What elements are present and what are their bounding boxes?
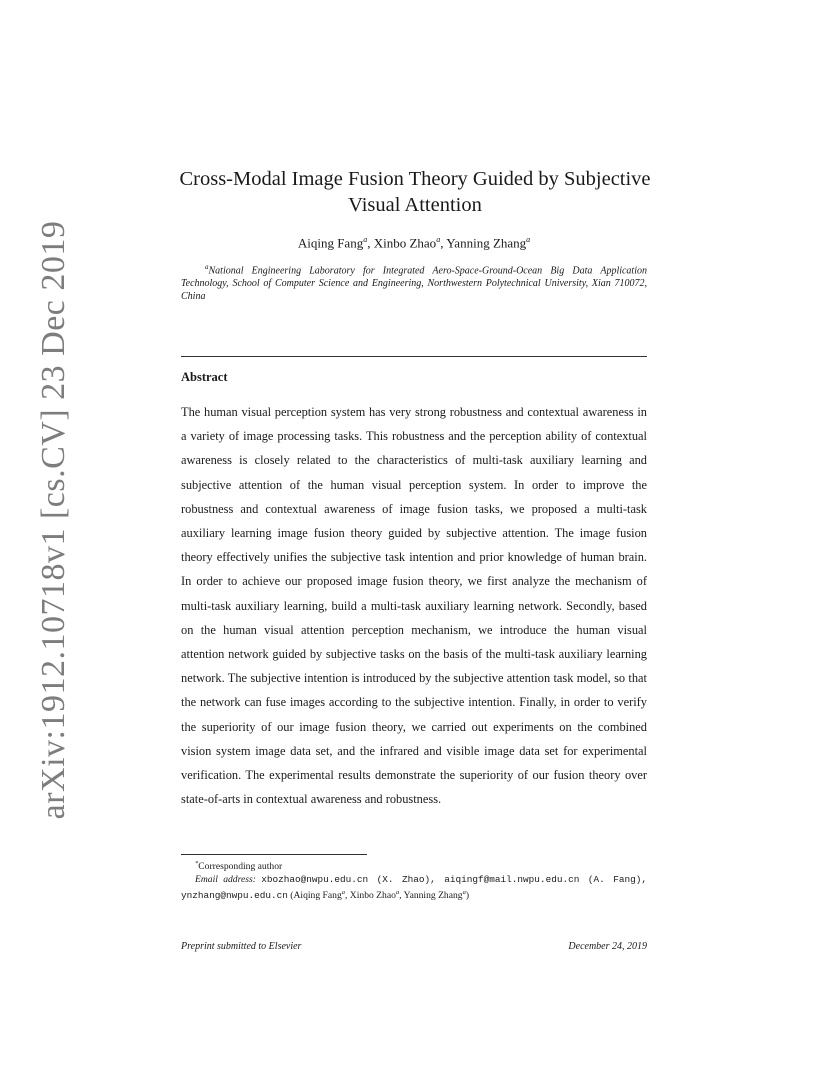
email-link-zhao[interactable]: xbozhao@nwpu.edu.cn [261,874,369,886]
abstract-top-rule [181,356,647,357]
email-owner: (X. Zhao), [368,874,445,886]
email-footnote [181,873,647,902]
email-owner: , Yanning Zhang [399,890,463,902]
footnotes [181,857,647,902]
author-name: Xinbo Zhao [373,235,437,251]
footnote-rule [181,854,367,855]
email-link-fang[interactable]: aiqingf@mail.nwpu.edu.cn [444,874,580,886]
preprint-notice: Preprint submitted to Elsevier [181,941,302,952]
author-separator: , [367,235,374,251]
affiliation-mark: a [341,889,345,897]
email-owner: ) [465,890,470,902]
affiliation-text: National Engineering Laboratory for Integrated Aero-Space-Ground-Ocean Big Data Application Technology, School of Computer Science and Engineering, Northwestern Polytechnical University, Xian 710072, China [181,265,647,303]
preprint-date: December 24, 2019 [568,941,647,952]
author-separator: , [440,235,447,251]
author-name: Yanning Zhang [446,235,527,251]
author-affiliation-mark: a [363,235,368,244]
author-affiliation [181,261,647,303]
email-link-zhang[interactable]: ynzhang@nwpu.edu.cn [181,890,288,902]
abstract-heading: Abstract [181,370,228,384]
email-owner: (Aiqing Fang [287,890,342,902]
author-name: Aiqing Fang [297,235,364,251]
affiliation-mark: a [205,263,209,271]
title-line-2: Visual Attention [348,194,482,216]
title-line-1: Cross-Modal Image Fusion Theory Guided by Subjective [179,168,651,190]
email-label: Email address: [195,874,256,886]
paper-title [150,166,680,218]
author-affiliation-mark: a [436,235,441,244]
author-affiliation-mark: a [526,235,531,244]
abstract-body: The human visual perception system has very strong robustness and contextual awareness in a variety of image processing tasks. This robustness and the perception ability of contextual awareness is closely related to the characteristics of multi-task auxiliary learning and subjective attention of the human visual perception system. In order to improve the robustness and contextual awareness of image fusion tasks, we proposed a multi-task auxiliary learning image fusion theory guided by subjective attention. The image fusion theory effectively unifies the subjective task intention and prior knowledge of human brain. In order to achieve our proposed image fusion theory, we first analyze the mechanism of multi-task auxiliary learning, build a multi-task auxiliary learning network. Secondly, based on the human visual attention perception mechanism, we introduce the human visual attention network guided by subjective tasks on the basis of the multi-task auxiliary learning network. The subjective intention is introduced by the subjective attention task model, so that the network can fuse images according to the subjective intention. Finally, in order to verify the superiority of our image fusion theory, we carried out experiments on the combined vision system image data set, and the infrared and visible image data set for experimental verification. The experimental results demonstrate the superiority of our fusion theory over state-of-arts in contextual awareness and robustness. [181,405,647,807]
corresponding-author-footnote [181,857,647,873]
affiliation-mark: a [462,889,466,897]
corresponding-author-text: Corresponding author [198,861,283,873]
affiliation-mark: a [395,889,400,897]
author-list [181,235,647,251]
arxiv-identifier-stamp: arXiv:1912.10718v1 [cs.CV] 23 Dec 2019 [35,220,72,820]
email-owner: (A. Fang), [579,874,647,886]
footnote-mark: * [195,860,199,867]
email-owner: , Xinbo Zhao [345,890,396,902]
